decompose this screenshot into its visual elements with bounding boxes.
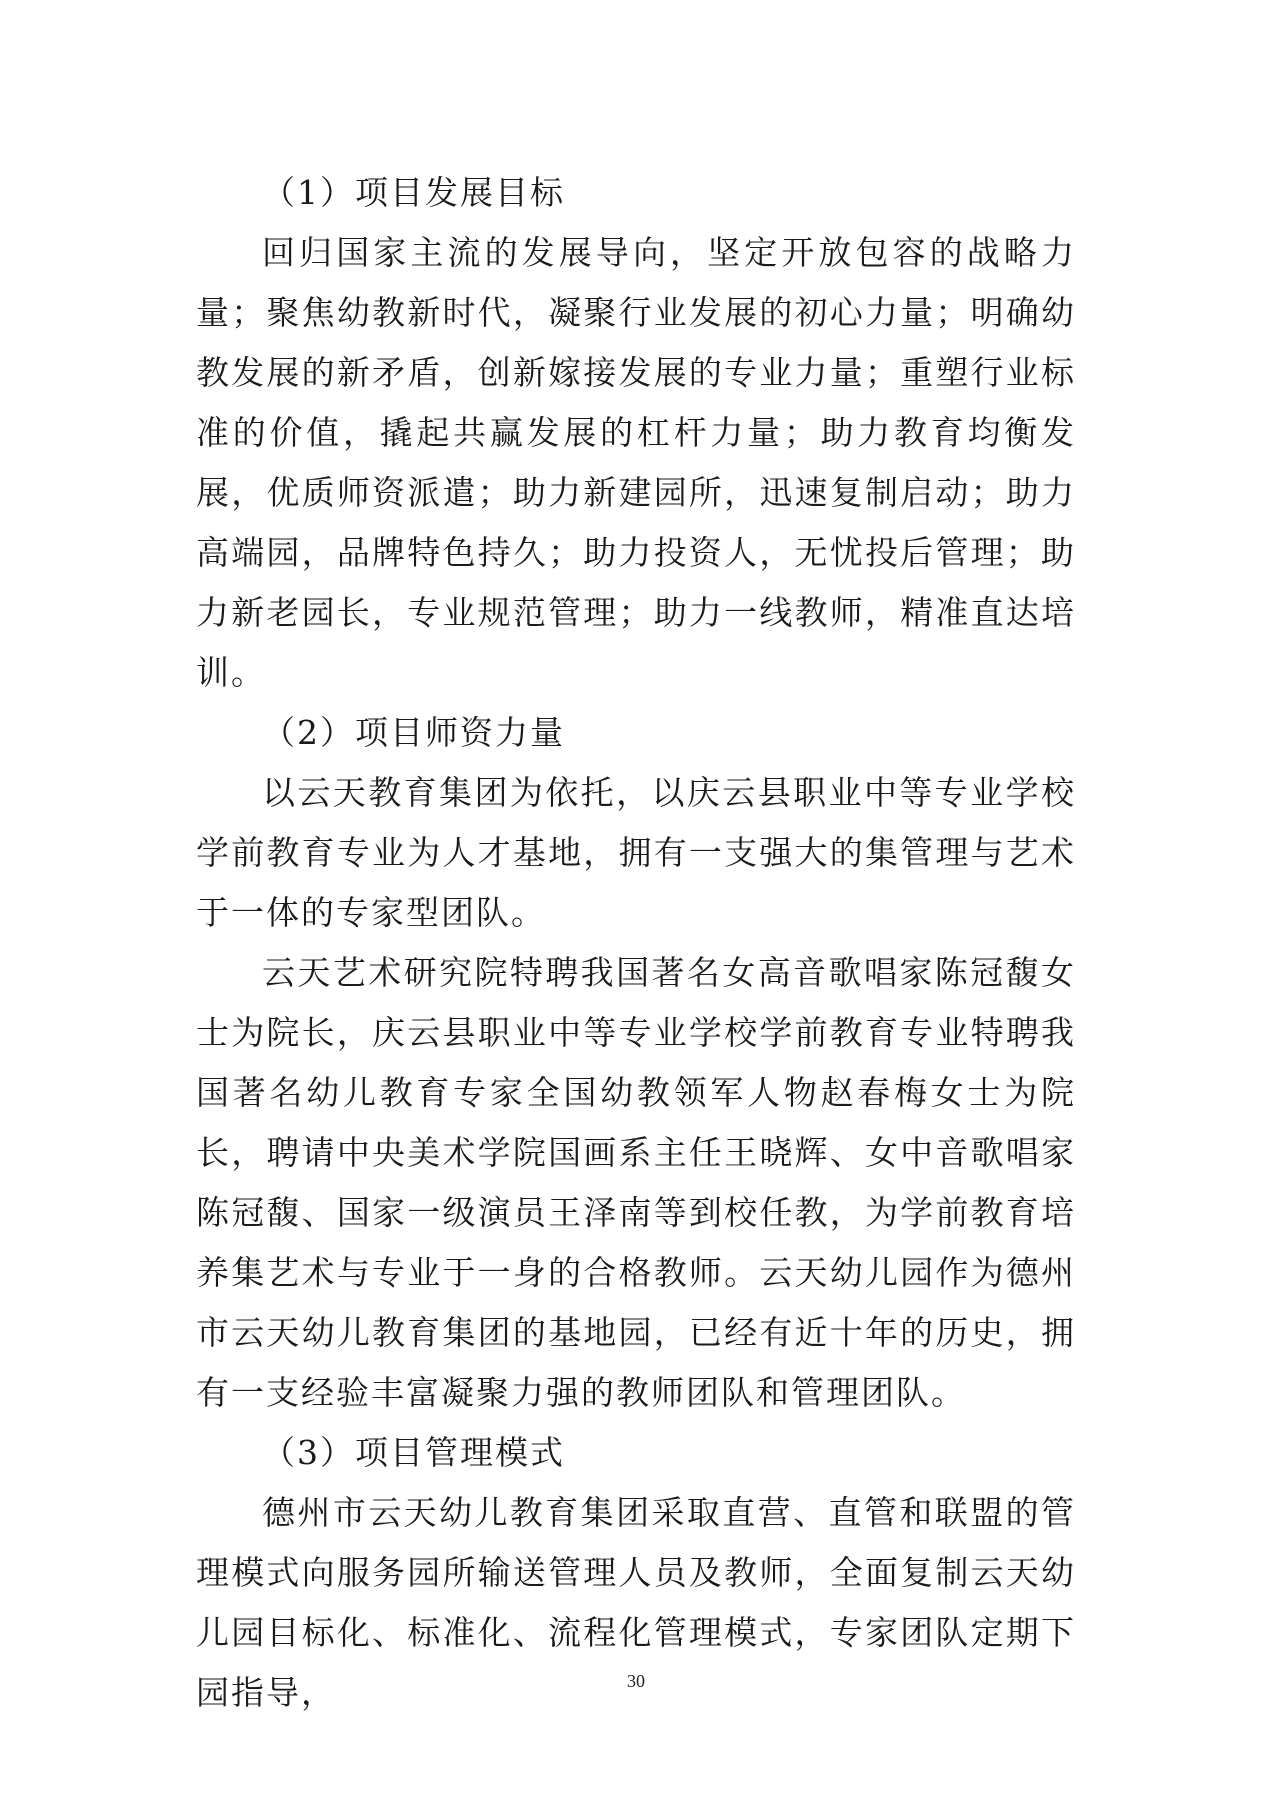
page-number: 30 (627, 1671, 645, 1691)
paragraph-teaching-staff-base: 以云天教育集团为依托，以庆云县职业中等专业学校学前教育专业为人才基地，拥有一支强大的集管理与艺术于一体的专家型团队。 (196, 773, 1076, 932)
section-heading-development-goals: （1）项目发展目标 (262, 173, 565, 212)
paragraph-teaching-staff-experts: 云天艺术研究院特聘我国著名女高音歌唱家陈冠馥女士为院长，庆云县职业中等专业学校学前教育专业特聘我国著名幼儿教育专家全国幼教领军人物赵春梅女士为院长，聘请中央美术学院国画系主任王晓辉、女中音歌唱家陈冠馥、国家一级演员王泽南等到校任教，为学前教育培养集艺术与专业于一身的合格教师。云天幼儿园作为德州市云天幼儿教育集团的基地园，已经有近十年的历史，拥有一支经验丰富凝聚力强的教师团队和管理团队。 (196, 953, 1076, 1412)
section-heading-teaching-staff: （2）项目师资力量 (262, 713, 565, 752)
section-heading-management-mode: （3）项目管理模式 (262, 1433, 565, 1472)
paragraph-development-goals: 回归国家主流的发展导向，坚定开放包容的战略力量；聚焦幼教新时代，凝聚行业发展的初心力量；明确幼教发展的新矛盾，创新嫁接发展的专业力量；重塑行业标准的价值，撬起共赢发展的杠杆力量；助力教育均衡发展，优质师资派遣；助力新建园所，迅速复制启动；助力高端园，品牌特色持久；助力投资人，无忧投后管理；助力新老园长，专业规范管理；助力一线教师，精准直达培训。 (196, 233, 1076, 692)
paragraph-management-mode: 德州市云天幼儿教育集团采取直营、直管和联盟的管理模式向服务园所输送管理人员及教师，全面复制云天幼儿园目标化、标准化、流程化管理模式，专家团队定期下园指导， (196, 1493, 1076, 1712)
page-content (196, 163, 1076, 1723)
